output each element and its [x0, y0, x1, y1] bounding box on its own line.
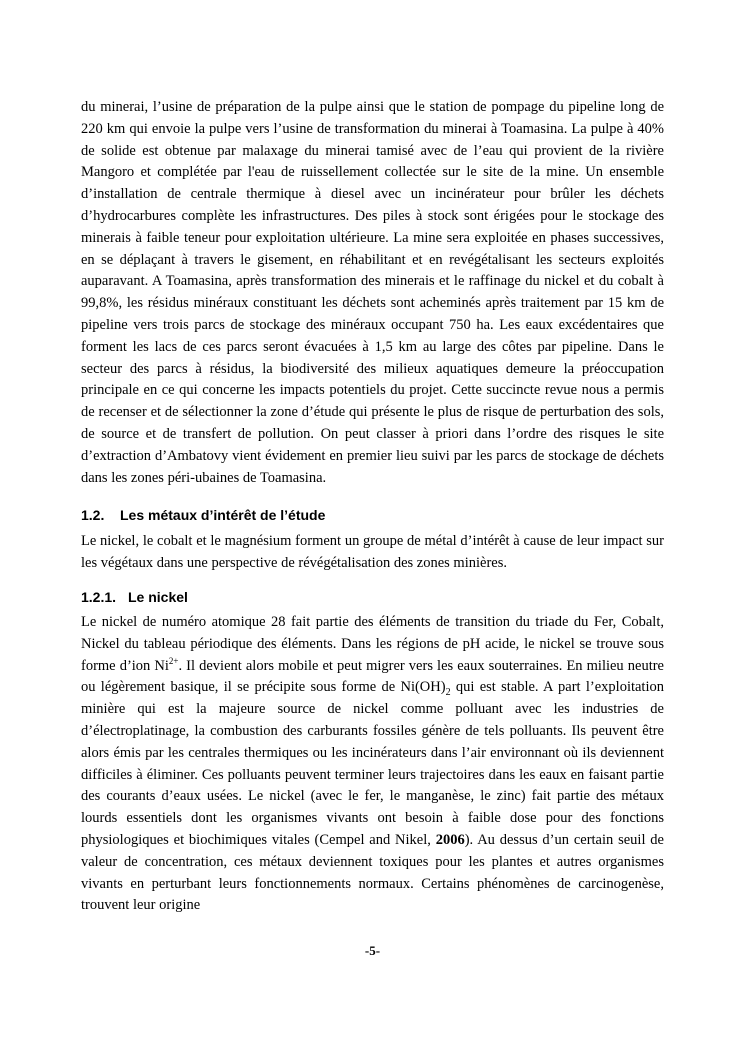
- section-number: 1.2.: [81, 507, 105, 524]
- page-number: -5-: [364, 943, 381, 958]
- subsection-number: 1.2.1.: [81, 588, 117, 605]
- section-heading-1-2: [81, 506, 664, 524]
- subsection-title: Le nickel: [128, 588, 188, 605]
- section-title: Les métaux d’intérêt de l’étude: [120, 507, 326, 524]
- page-footer: [0, 942, 745, 960]
- paragraph-mine-description: du minerai, l’usine de préparation de la pulpe ainsi que le station de pompage du pipeline long de 220 km qui envoie la pulpe vers l’usine de transformation du minerai à Toamasina. La pulpe à 40% de solide est obtenue par malaxage du minerai tamisé avec de l’eau qui provient de la rivière Mangoro et complétée par l'eau de ruissellement collectée sur le site de la mine. Un ensemble d’installation de centrale thermique à diesel avec un incinérateur pour brûler les déchets d’hydrocarbures complète les infrastructures. Des piles à stock sont érigées pour le stockage des minerais à faible teneur pour exploitation ultérieure. La mine sera exploitée en phases successives, en se déplaçant à travers le gisement, en réhabilitant et en revégétalisant les secteurs exploités auparavant. A Toamasina, après transformation des minerais et le raffinage du nickel et du cobalt à 99,8%, les résidus minéraux constituant les déchets sont acheminés après traitement par 15 km de pipeline vers trois parcs de stockage des minéraux occupant 750 ha. Les eaux excédentaires que forment les lacs de ces parcs seront évacuées à 1,5 km au large des côtes par pipeline. Dans le secteur des parcs à résidus, la biodiversité des milieux aquatiques demeure la préoccupation principale en ce qui concerne les impacts potentiels du projet. Cette succincte revue nous a permis de recenser et de sélectionner la zone d’étude qui présente le plus de risque de perturbation des sols, de source et de transfert de pollution. On peut classer à priori dans l’ordre des risques le site d’extraction d’Ambatovy vient évidement en premier lieu suivi par les parcs de stockage de déchets dans les zones péri-ubaines de Toamasina.: [81, 99, 664, 486]
- hydroxide-subscript: 2: [445, 687, 451, 699]
- nickel-text-2: . Il devient alors mobile et peut migrer vers les eaux souterraines. En milieu neutre ou légèrement basique, il se précipite sous forme de Ni(OH): [81, 657, 664, 696]
- ion-charge-superscript: 2+: [168, 655, 179, 666]
- citation-year: 2006: [435, 831, 465, 848]
- nickel-text-1: Le nickel de numéro atomique 28 fait partie des éléments de transition du triade du Fer, Cobalt, Nickel du tableau périodique des éléments. Dans les régions de pH acide, le nickel se trouve sous forme d’ion Ni: [81, 613, 664, 674]
- section-heading-1-2-1: [81, 588, 664, 606]
- nickel-text-4: ). Au dessus d’un certain seuil de valeur de concentration, ces métaux deviennent toxiques pour les plantes et autres organismes vivants en perturbant leurs fonctionnements normaux. Certains phénomènes de carcinogenèse, trouvent leur origine: [81, 831, 664, 914]
- page-content: [81, 97, 664, 917]
- paragraph-metals-intro: Le nickel, le cobalt et le magnésium forment un groupe de métal d’intérêt à cause de leur impact sur les végétaux dans une perspective de révégétalisation des zones minières.: [81, 533, 664, 572]
- nickel-text-3: qui est stable. A part l’exploitation minière qui est la majeure source de nickel comme polluant avec les industries de d’électroplatinage, la combustion des carburants fossiles génère de tels polluants. Ils peuvent être alors émis par les centrales thermiques ou les incinérateurs dans l’air environnant où ils deviennent difficiles à éliminer. Ces polluants peuvent terminer leurs trajectoires dans les eaux en faisant partie des courants d’eaux usées. Le nickel (avec le fer, le manganèse, le zinc) fait partie des métaux lourds essentiels dont les organismes vivants ont besoin à faible dose pour des fonctions physiologiques et biochimiques vitales (Cempel and Nikel,: [81, 679, 664, 848]
- paragraph-nickel: [81, 612, 664, 917]
